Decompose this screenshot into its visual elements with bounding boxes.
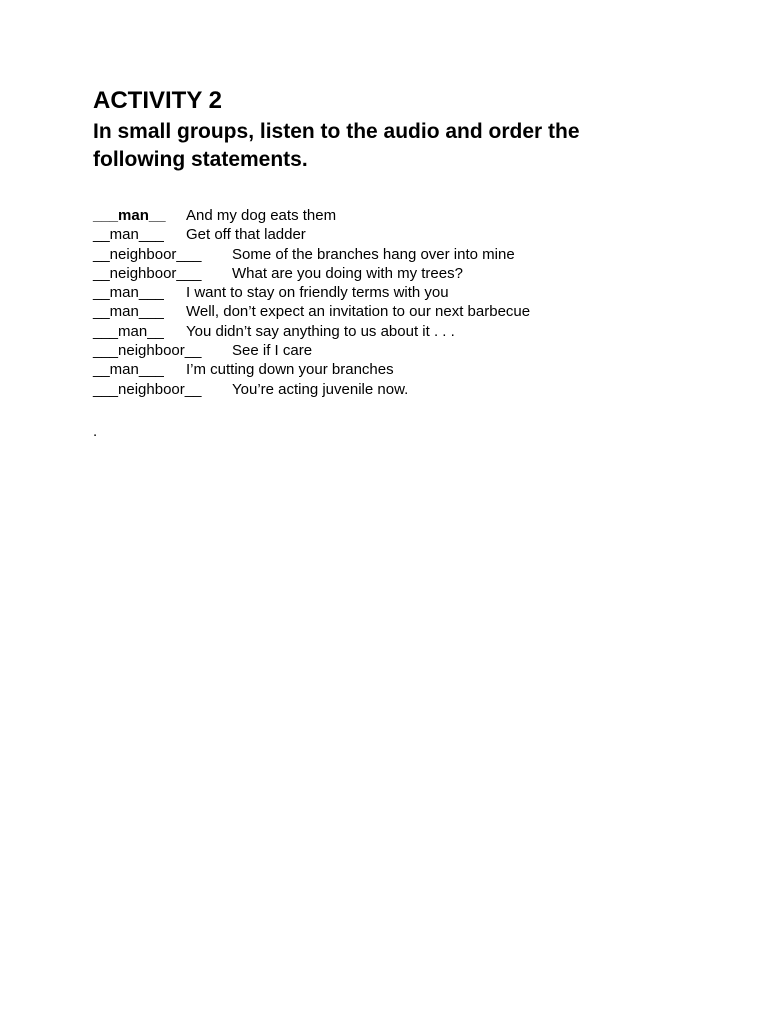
statement-text: Some of the branches hang over into mine — [232, 245, 515, 263]
statement-text: See if I care — [232, 342, 313, 360]
speaker-blank: ___neighboor__ — [93, 342, 202, 360]
speaker-blank: __man___ — [93, 361, 164, 379]
speaker-blank: __neighboor___ — [93, 264, 202, 282]
statement-text: What are you doing with my trees? — [232, 264, 463, 282]
speaker-blank: ___man__ — [93, 207, 166, 224]
statement-row — [93, 283, 713, 302]
statement-text: I’m cutting down your branches — [186, 361, 394, 379]
instructions-text: In small groups, listen to the audio and order the following statements. — [93, 120, 580, 171]
statement-row — [93, 341, 713, 360]
statement-text: Get off that ladder — [186, 226, 306, 244]
statement-row — [93, 302, 713, 321]
speaker-blank: __man___ — [93, 284, 164, 302]
statement-list — [93, 206, 713, 399]
speaker-blank: ___man__ — [93, 322, 164, 340]
statement-text: You didn’t say anything to us about it . . . — [186, 322, 455, 340]
statement-row — [93, 322, 713, 341]
statement-text: And my dog eats them — [186, 207, 337, 224]
document-content — [93, 86, 713, 441]
speaker-blank: __man___ — [93, 303, 164, 321]
statement-row — [93, 360, 713, 379]
statement-text: Well, don’t expect an invitation to our next barbecue — [186, 303, 531, 321]
statement-text: I want to stay on friendly terms with you — [186, 284, 449, 302]
activity-title: ACTIVITY 2 — [93, 87, 222, 114]
trailing-period: . — [93, 422, 98, 440]
statement-row — [93, 380, 713, 399]
speaker-blank: ___neighboor__ — [93, 380, 202, 398]
speaker-blank: __man___ — [93, 226, 164, 244]
speaker-blank: __neighboor___ — [93, 245, 202, 263]
statement-row — [93, 206, 713, 225]
statement-row — [93, 245, 713, 264]
statement-text: You’re acting juvenile now. — [232, 380, 409, 398]
statement-row — [93, 225, 713, 244]
statement-row — [93, 264, 713, 283]
